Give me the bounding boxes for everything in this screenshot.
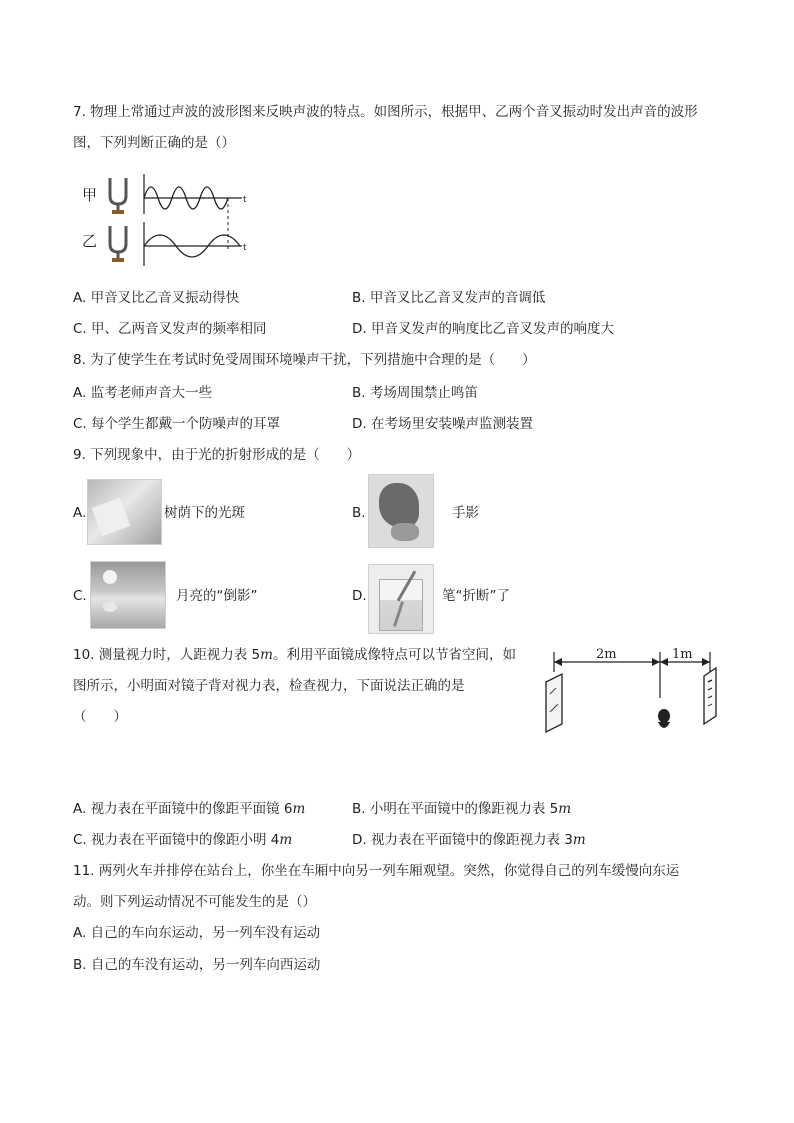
q11-option-a: A. 自己的车向东运动，另一列车没有运动 xyxy=(73,925,321,941)
axis-t-label: t xyxy=(243,195,247,205)
tuning-fork-icon xyxy=(110,178,126,210)
q9-option-b-letter: B. xyxy=(352,505,366,521)
fork-base xyxy=(112,210,124,214)
q11-stem-line1: 11. 两列火车并排停在站台上，你坐在车厢中向另一列车厢观望。突然，你觉得自己的列车缓慢向东运 xyxy=(73,863,680,879)
dimension-2m: 2m xyxy=(596,647,617,662)
q10-option-c: C. 视力表在平面镜中的像距小明 4m xyxy=(73,832,293,848)
q10-stem-line1: 10. 测量视力时，人距视力表 5m。利用平面镜成像特点可以节省空间，如 xyxy=(73,647,516,663)
q8-option-a: A. 监考老师声音大一些 xyxy=(73,385,213,401)
q9-option-c-letter: C. xyxy=(73,588,87,604)
hand-shadow-photo xyxy=(368,474,434,548)
q9-option-b-text: 手影 xyxy=(452,505,479,521)
q7-option-d: D. 甲音叉发声的响度比乙音叉发声的响度大 xyxy=(352,321,614,337)
q7-option-a: A. 甲音叉比乙音叉振动得快 xyxy=(73,290,240,306)
tuning-fork-icon xyxy=(110,226,126,258)
axis-t-label: t xyxy=(243,243,247,253)
q9-option-d-text: 笔“折断”了 xyxy=(442,588,510,604)
q9-stem: 9. 下列现象中，由于光的折射形成的是（ ） xyxy=(73,447,361,463)
q8-option-c: C. 每个学生都戴一个防噪声的耳罩 xyxy=(73,416,281,432)
q10-option-a: A. 视力表在平面镜中的像距平面镜 6m xyxy=(73,801,306,817)
tree-shade-light-spots-photo xyxy=(87,479,162,545)
eye-chart-mirror-figure xyxy=(536,642,722,738)
moon-reflection-photo xyxy=(90,561,166,629)
q11-option-b: B. 自己的车没有运动，另一列车向西运动 xyxy=(73,957,321,973)
q8-option-b: B. 考场周围禁止鸣笛 xyxy=(352,385,478,401)
mirror-icon xyxy=(546,674,562,732)
label-yi: 乙 xyxy=(82,232,98,250)
q7-option-c: C. 甲、乙两音叉发声的频率相同 xyxy=(73,321,267,337)
q8-stem: 8. 为了使学生在考试时免受周围环境噪声干扰，下列措施中合理的是（ ） xyxy=(73,352,536,368)
q10-stem-line3: （ ） xyxy=(73,709,127,725)
q9-option-a-text: 树荫下的光斑 xyxy=(164,505,245,521)
q7-stem-line2: 图，下列判断正确的是（） xyxy=(73,135,235,151)
q11-stem-line2: 动。则下列运动情况不可能发生的是（） xyxy=(73,894,316,910)
q10-option-b: B. 小明在平面镜中的像距视力表 5m xyxy=(352,801,572,817)
q8-option-d: D. 在考场里安装噪声监测装置 xyxy=(352,416,533,432)
q10-option-d: D. 视力表在平面镜中的像距视力表 3m xyxy=(352,832,586,848)
eye-chart-icon xyxy=(704,668,716,724)
q9-option-a-letter: A. xyxy=(73,505,87,521)
dimension-1m: 1m xyxy=(672,647,693,662)
q10-stem-line2: 图所示，小明面对镜子背对视力表，检查视力，下面说法正确的是 xyxy=(73,678,465,694)
q9-option-c-text: 月亮的“倒影” xyxy=(176,588,258,604)
q9-option-d-letter: D. xyxy=(352,588,367,604)
tuning-fork-waveform-figure xyxy=(76,170,256,274)
bent-pen-in-glass-photo xyxy=(368,564,434,634)
q7-option-b: B. 甲音叉比乙音叉发声的音调低 xyxy=(352,290,546,306)
label-jia: 甲 xyxy=(82,186,98,204)
q7-stem-line1: 7. 物理上常通过声波的波形图来反映声波的特点。如图所示，根据甲、乙两个音叉振动时发出声音的波形 xyxy=(73,104,698,120)
fork-base xyxy=(112,258,124,262)
person-head-icon xyxy=(658,709,670,728)
